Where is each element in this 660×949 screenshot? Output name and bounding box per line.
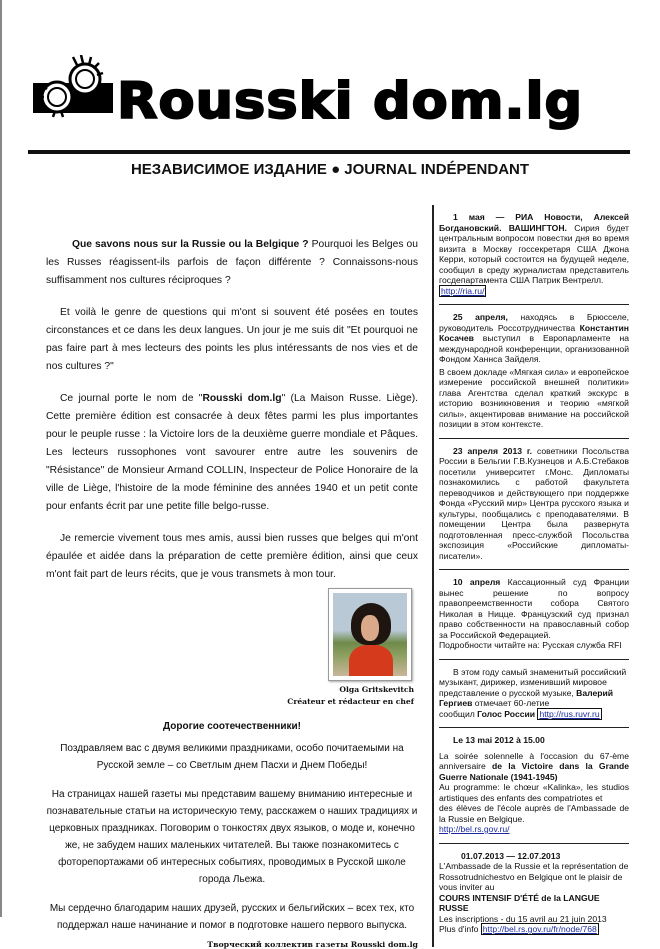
masthead-rule bbox=[28, 150, 630, 154]
paragraph: На страницах нашей газеты мы представим вашему вниманию интересные и познавательные статьи на историческую тему, расскажем о наших традициях и церковных праздниках. Поговорим о тонкостях двух языков, о моде и, конечно же, не забудем наших маленьких читателей. Вы также познакомитесь с фоторепортажами об интересных событиях, проводимых в Русской школе города Льежа. bbox=[46, 789, 418, 885]
masthead-emblem-icon bbox=[33, 55, 113, 125]
news-item: 25 апреля, находясь в Брюсселе, руководитель Россотрудничества Константин Косачев выступил в Европарламенте на международной конференции, организованной Фондом Ханнса Зайделя. В своем докладе «Мягкая сила» и европейское измерение российской внешней политики» глава Агентства сделал краткий экскурс в историю возникновения и теорию «мягкой силы», акцентировав внимание на российской позиции в этом контексте. bbox=[439, 305, 629, 439]
author-role: Créateur et rédacteur en chef bbox=[287, 697, 414, 706]
news-link[interactable]: http://bel.rs.gov.ru/ bbox=[439, 824, 510, 834]
news-item: 01.07.2013 — 12.07.2013 L'Ambassade de la Russie et la représentation de Rossotrudnichestvo en Belgique ont le plaisir de vous inviter au COURS INTENSIF D'ÉTÉ de la LANGUE RUSSE Les inscriptions - du 15 avril au 21 juin 2013 Plus d'info http://bel.rs.gov.ru/fr/node/768 bbox=[439, 850, 629, 934]
greeting-heading: Дорогие соотечественники! bbox=[163, 721, 301, 732]
news-link[interactable]: http://rus.ruvr.ru bbox=[539, 708, 600, 719]
news-item: 10 апреля Кассационный суд Франции вынес решение по вопросу правопреемственности собора Святого Николая в Ницце. Французский суд признал право собственности на православный собор за Российской Федерацией. Подробности читайте на: Русская служба RFI bbox=[439, 570, 629, 660]
author-caption bbox=[287, 684, 414, 708]
news-link[interactable]: http://bel.rs.gov.ru/fr/node/768 bbox=[482, 924, 597, 934]
paragraph: Je remercie vivement tous mes amis, aussi bien russes que belges qui m'ont épaulée et aidée dans la préparation de cette première édition, ainsi que ceux m'ont fait part de leurs récits, que je vous transmets à mon tour. bbox=[46, 533, 418, 580]
masthead-subtitle: НЕЗАВИСИМОЕ ИЗДАНИЕ ● JOURNAL INDÉPENDANT bbox=[130, 161, 530, 178]
left-column bbox=[46, 236, 418, 949]
news-column bbox=[432, 205, 630, 947]
paragraph: Que savons nous sur la Russie ou la Belgique ? Pourquoi les Belges ou les Russes réagissent-ils parfois de façon différente ? Connaissons-nous suffisamment nos cultures réciproques ? bbox=[46, 239, 419, 286]
news-item: Le 13 mai 2012 à 15.00 La soirée solennelle à l'occasion du 67-ème anniversaire de la Victoire dans la Grande Guerre Nationale (1941-1945) Au programme: le chœur «Kalinka», les studios artistiques des enfants des compatriotes et des élèves de l'école auprès de l'Ambassade de la Russie en Belgique. http://bel.rs.gov.ru/ bbox=[439, 728, 629, 844]
paragraph: Et voilà le genre de questions qui m'ont si souvent été posées en toutes circonstances et ce dans les deux langues. Un jour je me suis dit "Et pourquoi ne pas faire part à mes lecteurs des points les plus intéressants de nos vies et de nos cultures ?" bbox=[46, 307, 418, 372]
news-item: 23 апреля 2013 г. советники Посольства России в Бельгии Г.В.Кузнецов и А.Б.Стебаков посетили университет г.Монс. Дипломаты познакомились с работой факультета переводчиков и действующего при поддержке Фонда «Русский мир» Центра русского языка и культуры, пообщались с преподавателями. В помещении Центра была развернута подготовленная пресс-службой Посольства экспозиция «Российские дипломаты-писатели». bbox=[439, 439, 629, 571]
author-block bbox=[46, 588, 418, 708]
paragraph: Мы сердечно благодарим наших друзей, русских и бельгийских – всех тех, кто поддержал наше начинание и помог в подготовке нашего первого выпуска. bbox=[49, 903, 415, 931]
news-item: 1 мая — РИА Новости, Алексей Богдановский. ВАШИНГТОН. Сирия будет центральным вопросом повестки дня во время визита в Москву госсекретаря США Джона Керри, который состоится на будущей неделе, сообщил в среду журналистам представитель госдепартамента США Патрик Вентрелл. http://ria.ru/ bbox=[439, 205, 629, 305]
editorial-french bbox=[46, 236, 418, 584]
paragraph: Ce journal porte le nom de "Rousski dom.lg" (La Maison Russe. Liège). Cette première édition est consacrée à deux fêtes parmi les plus importantes pour le peuple russe : la Victoire lors de la deuxième guerre mondiale et Pâques. Les lecteurs russophones vont savourer entre autre les souvenirs de "Résistance" de Monsieur Armand COLLIN, Inspecteur de Police Honoraire de la ville de Liège, l'histoire de la mode féminine des années 1940 et un petit conte pour enfants écrit par une petite fille belgo-russe. bbox=[46, 393, 418, 512]
editorial-russian bbox=[46, 718, 418, 934]
masthead-title: Rousski dom.lg bbox=[117, 72, 584, 130]
page-border bbox=[0, 0, 2, 917]
author-photo bbox=[328, 588, 412, 681]
news-item: В этом году самый знаменитый российский музыкант, дирижер, изменивший мировое представление о русской музыке, Валерий Гергиев отмечает 60-летие сообщил Голос России http://rus.ruvr.ru bbox=[439, 660, 629, 729]
signature: Творческий коллектив газеты Rousski dom.lg bbox=[207, 940, 418, 949]
author-name: Olga Gritskevitch bbox=[339, 685, 414, 694]
paragraph: Поздравляем вас с двумя великими праздниками, особо почитаемыми на Русской земле – со Светлым днем Пасхи и Днем Победы! bbox=[60, 743, 404, 771]
news-link[interactable]: http://ria.ru/ bbox=[441, 285, 485, 296]
